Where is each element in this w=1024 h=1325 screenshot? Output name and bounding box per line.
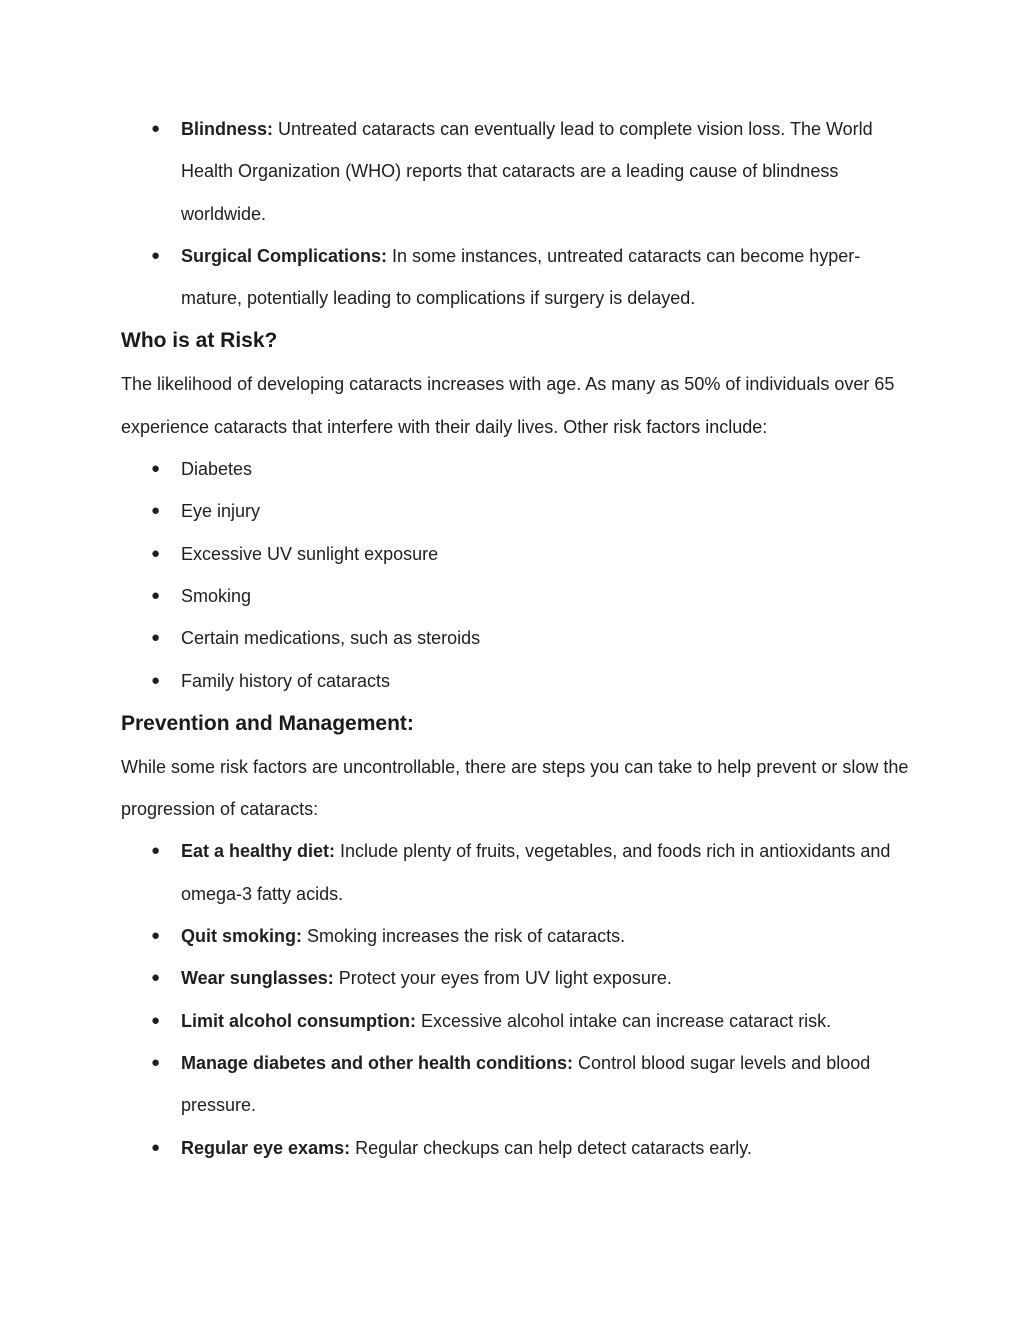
list-item (121, 108, 911, 235)
bullet-icon: ● (151, 502, 161, 520)
list-item-text: Smoking increases the risk of cataracts. (302, 926, 626, 947)
list-item-term: Manage diabetes and other health conditions: (181, 1052, 574, 1073)
list-item-term: Regular eye exams: (181, 1137, 351, 1158)
bullet-icon: ● (151, 969, 161, 987)
bullet-icon: ● (151, 246, 161, 264)
list-item (121, 617, 911, 659)
list-item (121, 448, 911, 490)
bullet-icon: ● (151, 1053, 161, 1071)
complications-list (121, 108, 911, 319)
prevention-intro-paragraph: While some risk factors are uncontrollable, there are steps you can take to help prevent or slow the progression of cataracts: (121, 756, 909, 820)
list-item (121, 575, 911, 617)
bullet-icon: ● (151, 586, 161, 604)
list-item-text: Control blood sugar levels and blood pressure. (181, 1052, 871, 1116)
list-item (121, 830, 911, 915)
bullet-icon: ● (151, 1138, 161, 1156)
bullet-icon: ● (151, 927, 161, 945)
list-item-term: Wear sunglasses: (181, 968, 334, 989)
list-item (121, 1127, 911, 1169)
prevention-tips-list (121, 830, 911, 1168)
list-item-text: Smoking (181, 585, 252, 606)
list-item (121, 1042, 911, 1127)
bullet-icon: ● (151, 629, 161, 647)
list-item-text: Certain medications, such as steroids (181, 628, 481, 649)
list-item-text: Regular checkups can help detect cataracts early. (350, 1137, 752, 1158)
list-item-text: Include plenty of fruits, vegetables, and foods rich in antioxidants and omega-3 fatty acids. (181, 841, 891, 904)
list-item (121, 235, 911, 320)
list-item (121, 533, 911, 575)
list-item-text: In some instances, untreated cataracts can become hyper-mature, potentially leading to complications if surgery is delayed. (181, 245, 861, 309)
section-heading-prevention: Prevention and Management: (121, 711, 414, 735)
list-item-text: Diabetes (181, 459, 253, 480)
list-item-term: Quit smoking: (181, 926, 302, 947)
list-item (121, 915, 911, 957)
bullet-icon: ● (151, 544, 161, 562)
list-item-text: Protect your eyes from UV light exposure. (333, 968, 672, 989)
list-item-text: Untreated cataracts can eventually lead to complete vision loss. The World Health Organization (WHO) reports that cataracts are a leading cause of blindness worldwide. (181, 119, 873, 224)
bullet-icon: ● (151, 120, 161, 137)
list-item-term: Surgical Complications: (181, 245, 388, 266)
list-item-text: Eye injury (181, 501, 261, 522)
list-item (121, 490, 911, 532)
list-item-text: Excessive UV sunlight exposure (181, 543, 439, 564)
bullet-icon: ● (151, 671, 161, 689)
list-item (121, 660, 911, 702)
list-item (121, 1000, 911, 1042)
list-item-term: Limit alcohol consumption: (181, 1010, 416, 1031)
bullet-icon: ● (151, 460, 161, 478)
risk-intro-paragraph: The likelihood of developing cataracts increases with age. As many as 50% of individuals over 65 experience cataracts that interfere with their daily lives. Other risk factors include: (121, 374, 895, 437)
list-item-text: Excessive alcohol intake can increase cataract risk. (416, 1010, 832, 1031)
list-item-term: Blindness: (181, 119, 274, 139)
list-item (121, 957, 911, 999)
bullet-icon: ● (151, 842, 161, 860)
section-heading-risk: Who is at Risk? (121, 329, 278, 353)
list-item-text: Family history of cataracts (181, 670, 391, 691)
bullet-icon: ● (151, 1011, 161, 1029)
list-item-term: Eat a healthy diet: (181, 841, 336, 862)
document-page (121, 108, 911, 1169)
risk-factors-list (121, 448, 911, 702)
